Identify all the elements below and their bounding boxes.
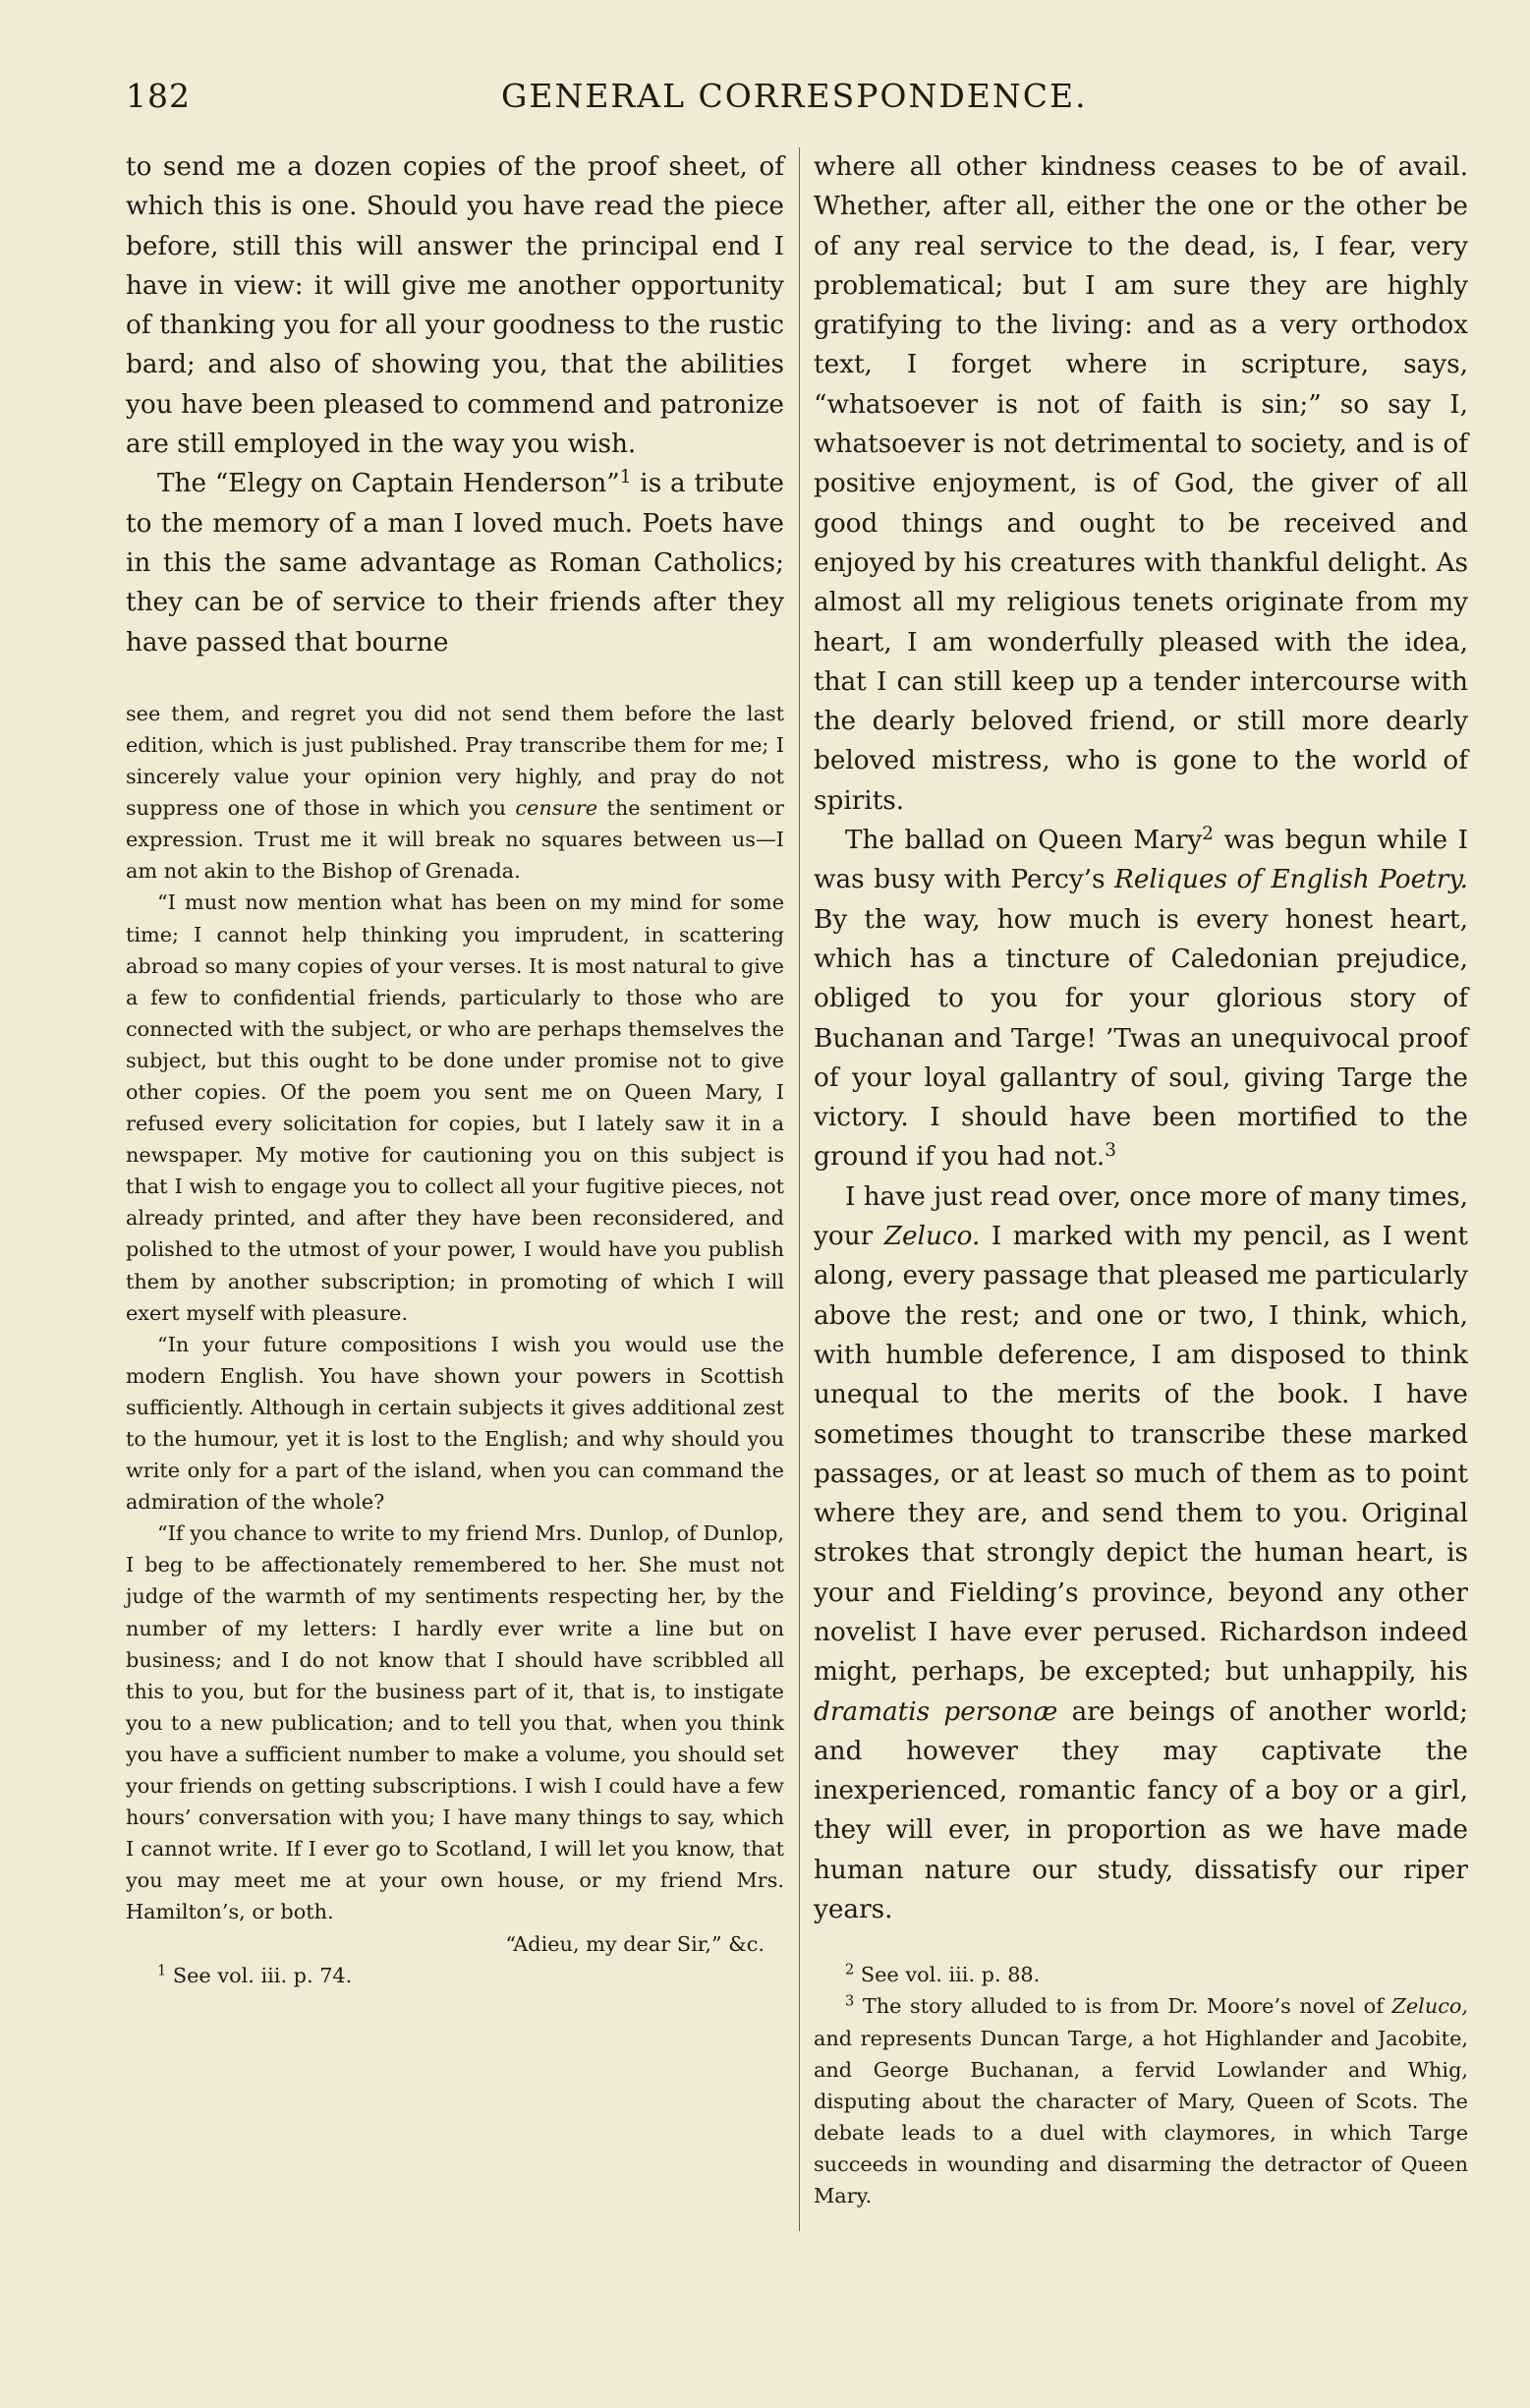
letter-text: see them, and regret you did not send them before the last edition, which is just published. Pray transcribe them for me; I sincerely value your opinion very highly, and pray do not suppress one of those in which you — [126, 701, 784, 821]
right-paragraph-1: where all other kindness ceases to be of avail. Whether, after all, either the one or the other be of any real service to the dead, is, I fear, very problematical; but I am sure they are highly gratifying to the living: and as a very orthodox text, I forget where in scripture, says, “whatsoever is not of faith is sin;” so say I, whatsoever is not detrimental to society, and is of positive enjoyment, is of God, the giver of all good things and ought to be received and enjoyed by his creatures with thankful delight. As almost all my religious tenets originate from my heart, I am wonderfully pleased with the idea, that I can still keep up a tender intercourse with the dearly beloved friend, or still more dearly beloved mistress, who is gone to the world of spirits. — [814, 152, 1468, 816]
zeluco-text-end: are beings of another world; and however they may captivate the inexperienced, romantic fancy of a boy or a girl, they will ever, in proportion as we have made human nature our study, dissatisfy our riper years. — [814, 1696, 1468, 1925]
letter-paragraph-2: “I must now mention what has been on my mind for some time; I cannot help thinking you imprudent, in scattering abroad so many copies of your verses. It is most natural to give a few to confidential friends, particularly to those who are connected with the subject, or who are perhaps themselves the subject, but this ought to be done under promise not to give other copies. Of the poem you sent me on Queen Mary, I refused every solicitation for copies, but I lately saw it in a newspaper. My motive for cautioning you on this subject is that I wish to engage you to collect all your fugitive pieces, not already printed, and after they have been reconsidered, and polished to the utmost of your power, I would have you publish them by another subscription; in promoting of which I will exert myself with pleasure. — [126, 890, 784, 1325]
ballad-text-end: By the way, how much is every honest heart, which has a tincture of Caledonian prejudice, obliged to you for your glorious story of Buchanan and Targe! ’Twas an unequivocal proof of your loyal gallantry of soul, giving Targe the victory. I should have been mortified to the ground if you had not. — [814, 904, 1468, 1173]
right-footnotes — [814, 1959, 1468, 2211]
footnote-ref-3: 3 — [1105, 1140, 1117, 1162]
footnote-text: See vol. iii. p. 74. — [166, 1963, 353, 1987]
footnote-3 — [814, 1990, 1468, 2211]
left-paragraph-1: to send me a dozen copies of the proof sheet, of which this is one. Should you have read the piece before, still this will answer the principal end I have in view: it will give me another opportunity of thanking you for all your goodness to the rustic bard; and also of showing you, that the abilities you have been pleased to commend and patronize are still employed in the way you wish. — [126, 152, 784, 460]
footnote-ref-1: 1 — [619, 467, 632, 488]
footnote-1 — [126, 1960, 784, 1991]
footnote-text: See vol. iii. p. 88. — [854, 1963, 1041, 1987]
letter-signoff: “Adieu, my dear Sir,” &c. — [505, 1931, 765, 1956]
right-column — [814, 147, 1468, 2211]
letter-paragraph-4: “If you chance to write to my friend Mrs. Dunlop, of Dunlop, I beg to be affectionately remembered to her. She must not judge of the warmth of my sentiments respecting her, by the number of my letters: I hardly ever write a line but on business; and I do not know that I should have scribbled all this to you, but for the business part of it, that is, to instigate you to a new publication; and to tell you that, when you think you have a sufficient number to make a volume, you should set your friends on getting subscriptions. I wish I could have a few hours’ conversation with you; I have many things to say, which I cannot write. If I ever go to Scotland, I will let you know, that you may meet me at your own house, or my friend Mrs. Hamilton’s, or both. — [126, 1521, 784, 1924]
left-paragraph-2 — [126, 464, 784, 661]
column-divider — [799, 147, 800, 2231]
ballad-text-cont: was begun while I was busy with Percy’s — [814, 826, 1468, 895]
running-title: GENERAL CORRESPONDENCE. — [501, 77, 1088, 115]
elegy-text: The “Elegy on Captain Henderson” — [157, 469, 620, 499]
footnote-text: The story alluded to is from Dr. Moore’s novel of — [854, 1994, 1392, 2019]
elegy-text-cont: is a tribute to the memory of a man I loved much. Poets have in this the same advantage as Roman Catholics; they can be of service to their friends after they have passed that bourne — [126, 469, 784, 658]
letter-emphasis: censure — [515, 796, 598, 821]
footnote-emphasis: Zeluco, — [1391, 1994, 1468, 2019]
page-number: 182 — [126, 77, 191, 115]
zeluco-title: Zeluco. — [883, 1222, 981, 1252]
footnote-number: 2 — [845, 1962, 855, 1979]
right-paragraph-2 — [814, 821, 1468, 1177]
right-paragraph-3 — [814, 1177, 1468, 1930]
letter-paragraph-1 — [126, 698, 784, 888]
left-column — [126, 147, 784, 1991]
footnote-number: 1 — [157, 1962, 167, 1979]
reliques-title: Reliques of English Poetry. — [1114, 865, 1468, 895]
letter-paragraph-3: “In your future compositions I wish you would use the modern English. You have shown your powers in Scottish sufficiently. Although in certain subjects it gives additional zest to the humour, yet it is lost to the English; and why should you write only for a part of the island, when you can command the admiration of the whole? — [126, 1332, 784, 1515]
footnote-number: 3 — [845, 1993, 855, 2011]
footnote-2 — [814, 1959, 1468, 1990]
dramatis-personae: dramatis personæ — [814, 1696, 1058, 1727]
zeluco-text: I have just read over, once more of many times, your — [814, 1181, 1469, 1252]
ballad-text: The ballad on Queen Mary — [845, 826, 1203, 856]
quoted-letter — [126, 698, 784, 1991]
letter-text-cont: the sentiment or expression. Trust me it will break no squares between us—I am not akin to the Bishop of Grenada. — [126, 796, 784, 884]
zeluco-text-cont: I marked with my pencil, as I went along, every passage that pleased me particularly above the rest; and one or two, I think, which, with humble deference, I am disposed to think unequal to the merits of the book. I have sometimes thought to transcribe these marked passages, or at least so much of them as to point where they are, and send them to you. Original strokes that strongly depict the human heart, is your and Fielding’s province, beyond any other novelist I have ever perused. Richardson indeed might, perhaps, be excepted; but unhappily, his — [814, 1222, 1468, 1688]
footnote-ref-2: 2 — [1202, 823, 1214, 844]
footnote-text-cont: and represents Duncan Targe, a hot Highlander and Jacobite, and George Buchanan, a fervid Lowlander and Whig, disputing about the character of Mary, Queen of Scots. The debate leads to a duel with claymores, in which Targe succeeds in wounding and disarming the detractor of Queen Mary. — [814, 2026, 1468, 2208]
